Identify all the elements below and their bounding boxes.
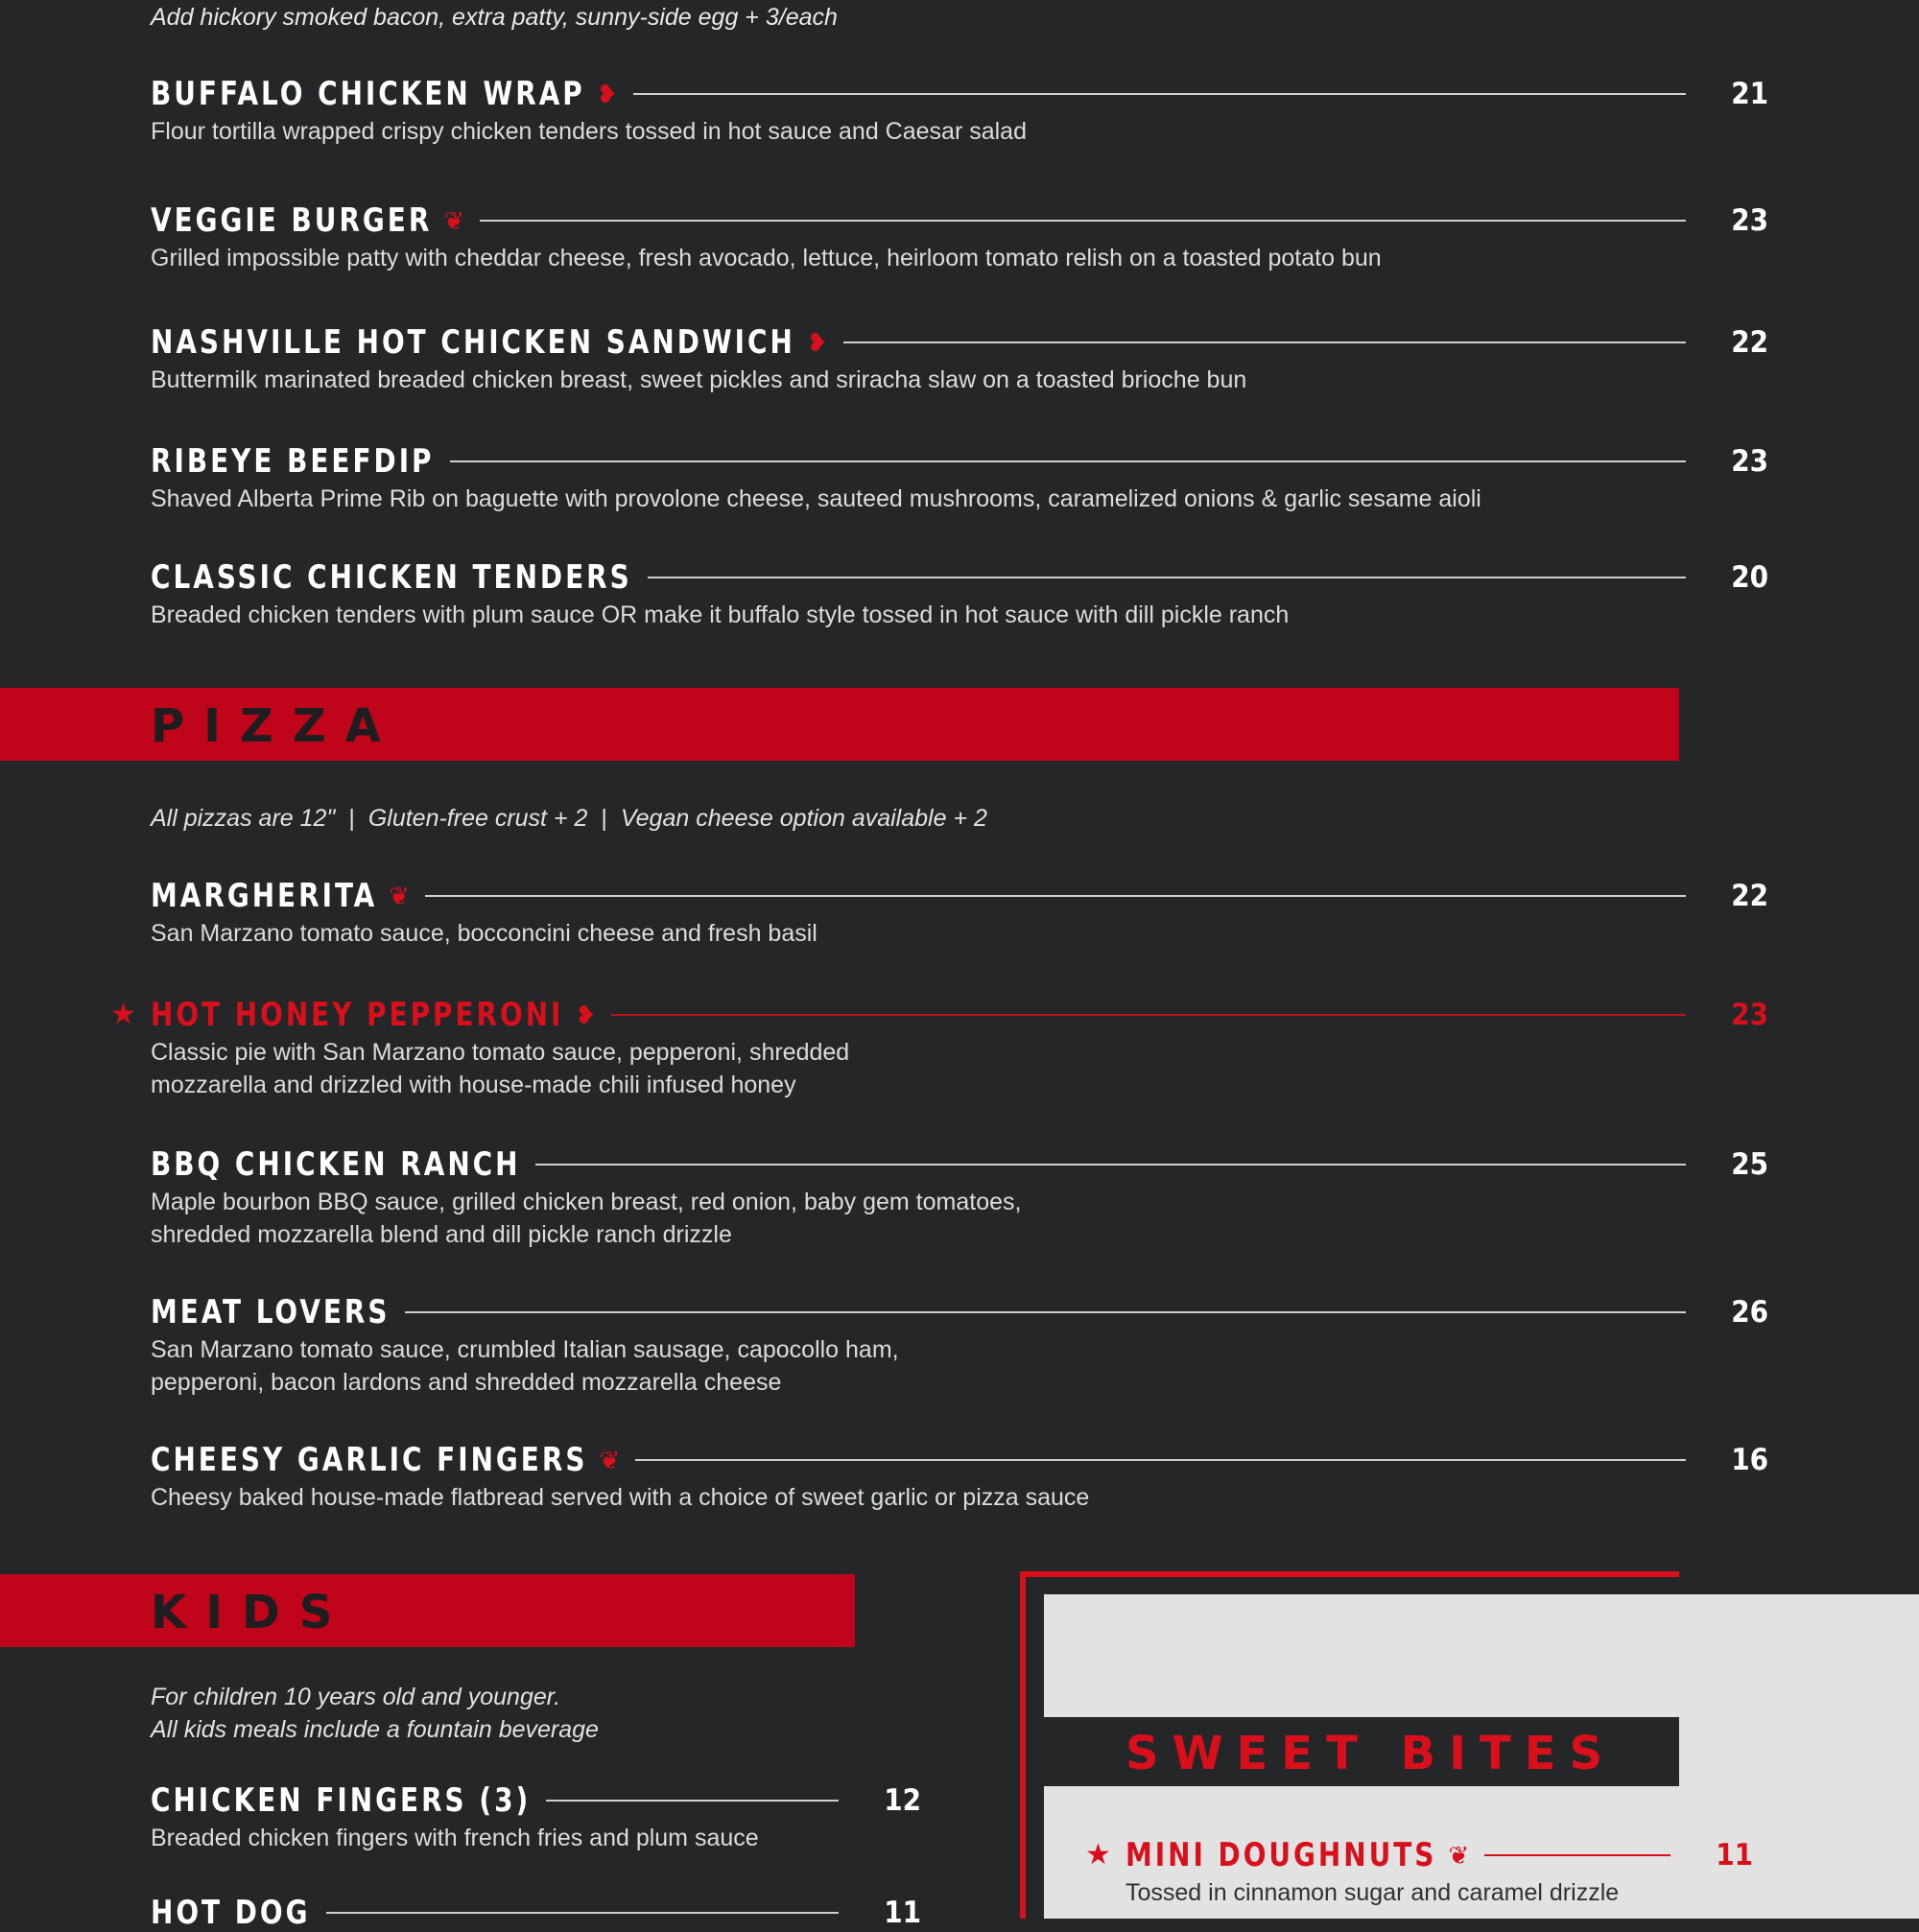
menu-item bbox=[151, 323, 1768, 396]
star-icon: ★ bbox=[110, 999, 136, 1030]
leaf-icon: ❦ bbox=[1448, 1841, 1470, 1870]
leader-line bbox=[535, 1164, 1686, 1166]
item-description: San Marzano tomato sauce, crumbled Italian sausage, capocollo ham, bbox=[151, 1336, 899, 1363]
item-price: 23 bbox=[1731, 203, 1768, 238]
star-icon: ★ bbox=[1085, 1839, 1111, 1871]
item-description: Grilled impossible patty with cheddar cheese, fresh avocado, lettuce, heirloom tomato relish on a toasted potato bun bbox=[151, 245, 1382, 271]
item-name: MARGHERITA bbox=[151, 877, 378, 915]
item-price: 11 bbox=[884, 1896, 921, 1930]
pizza-section-header bbox=[0, 688, 1679, 761]
item-description: Breaded chicken tenders with plum sauce OR make it buffalo style tossed in hot sauce with dill pickle ranch bbox=[151, 601, 1290, 628]
item-name: NASHVILLE HOT CHICKEN SANDWICH bbox=[151, 323, 795, 362]
item-name: MINI DOUGHNUTS bbox=[1125, 1836, 1437, 1874]
item-name: CLASSIC CHICKEN TENDERS bbox=[151, 558, 632, 597]
item-name: BBQ CHICKEN RANCH bbox=[151, 1145, 521, 1184]
item-description: Maple bourbon BBQ sauce, grilled chicken breast, red onion, baby gem tomatoes, bbox=[151, 1189, 1022, 1215]
menu-item bbox=[151, 201, 1768, 274]
chili-icon: ❥ bbox=[575, 1001, 597, 1029]
chili-icon: ❥ bbox=[806, 328, 828, 357]
item-price: 16 bbox=[1731, 1443, 1768, 1477]
pizza-note: Vegan cheese option available + 2 bbox=[620, 805, 987, 832]
item-name: VEGGIE BURGER bbox=[151, 201, 433, 240]
leader-line bbox=[1484, 1854, 1670, 1856]
panel-border-top bbox=[1020, 1571, 1679, 1577]
item-name: HOT DOG bbox=[151, 1894, 311, 1932]
section-title: SWEET BITES bbox=[1125, 1727, 1617, 1780]
item-name: HOT HONEY PEPPERONI bbox=[151, 996, 564, 1034]
item-description: San Marzano tomato sauce, bocconcini cheese and fresh basil bbox=[151, 920, 817, 947]
item-price: 22 bbox=[1731, 879, 1768, 913]
item-name: BUFFALO CHICKEN WRAP bbox=[151, 75, 585, 113]
item-description: Shaved Alberta Prime Rib on baguette with provolone cheese, sauteed mushrooms, caramelized onions & garlic sesame aioli bbox=[151, 485, 1481, 512]
item-description: Breaded chicken fingers with french fries and plum sauce bbox=[151, 1825, 759, 1851]
leader-line bbox=[843, 342, 1686, 343]
item-description: Tossed in cinnamon sugar and caramel drizzle bbox=[1125, 1879, 1620, 1906]
menu-item bbox=[151, 1145, 1768, 1251]
item-name: MEAT LOVERS bbox=[151, 1293, 391, 1331]
item-price: 25 bbox=[1731, 1147, 1768, 1182]
item-price: 23 bbox=[1731, 444, 1768, 479]
menu-item bbox=[151, 75, 1768, 148]
item-price: 12 bbox=[884, 1783, 921, 1818]
menu-item bbox=[151, 1894, 921, 1932]
menu-item bbox=[151, 877, 1768, 950]
leaf-icon: ❦ bbox=[599, 1446, 621, 1474]
item-description: Cheesy baked house-made flatbread served with a choice of sweet garlic or pizza sauce bbox=[151, 1484, 1090, 1511]
item-name: RIBEYE BEEFDIP bbox=[151, 442, 435, 481]
kids-section-header bbox=[0, 1574, 855, 1647]
item-description-line2: pepperoni, bacon lardons and shredded mozzarella cheese bbox=[151, 1369, 782, 1396]
leader-line bbox=[633, 93, 1686, 95]
note-separator: | bbox=[601, 805, 607, 832]
leaf-icon: ❦ bbox=[443, 206, 465, 235]
leader-line bbox=[405, 1311, 1686, 1313]
item-price: 11 bbox=[1716, 1838, 1753, 1873]
kids-note: For children 10 years old and younger. bbox=[151, 1684, 561, 1710]
leader-line bbox=[450, 460, 1687, 462]
pizza-note: All pizzas are 12" bbox=[151, 805, 336, 832]
kids-note: All kids meals include a fountain beverage bbox=[151, 1716, 599, 1743]
pizza-note: Gluten-free crust + 2 bbox=[367, 805, 588, 832]
item-name: CHEESY GARLIC FINGERS bbox=[151, 1441, 588, 1479]
item-description: Buttermilk marinated breaded chicken breast, sweet pickles and sriracha slaw on a toasted brioche bun bbox=[151, 366, 1247, 393]
item-description-line2: shredded mozzarella blend and dill pickle ranch drizzle bbox=[151, 1221, 732, 1248]
item-price: 20 bbox=[1731, 560, 1768, 595]
menu-item bbox=[151, 1441, 1768, 1514]
item-description-line2: mozzarella and drizzled with house-made chili infused honey bbox=[151, 1072, 796, 1098]
item-price: 21 bbox=[1731, 77, 1768, 111]
leader-line bbox=[648, 577, 1686, 578]
item-description: Classic pie with San Marzano tomato sauce, pepperoni, shredded bbox=[151, 1039, 850, 1066]
item-name: CHICKEN FINGERS (3) bbox=[151, 1781, 532, 1820]
leader-line bbox=[611, 1014, 1686, 1016]
leader-line bbox=[425, 895, 1686, 897]
leader-line bbox=[326, 1912, 839, 1914]
pizza-notes bbox=[151, 802, 987, 835]
note-separator: | bbox=[348, 805, 355, 832]
section-title: PIZZA bbox=[151, 699, 400, 753]
featured-menu-item bbox=[110, 996, 1768, 1101]
top-note: Add hickory smoked bacon, extra patty, sunny-side egg + 3/each bbox=[151, 4, 838, 31]
menu-item bbox=[151, 1293, 1768, 1399]
item-price: 23 bbox=[1731, 998, 1768, 1032]
chili-icon: ❥ bbox=[596, 80, 618, 108]
leader-line bbox=[635, 1459, 1686, 1461]
menu-item bbox=[151, 442, 1768, 515]
leader-line bbox=[546, 1800, 839, 1802]
item-price: 26 bbox=[1731, 1295, 1768, 1330]
leader-line bbox=[480, 220, 1686, 222]
menu-item bbox=[151, 558, 1768, 631]
item-description: Flour tortilla wrapped crispy chicken tenders tossed in hot sauce and Caesar salad bbox=[151, 118, 1027, 145]
leaf-icon: ❦ bbox=[389, 882, 410, 910]
section-title: KIDS bbox=[151, 1586, 352, 1639]
menu-item bbox=[151, 1781, 921, 1854]
item-price: 22 bbox=[1731, 325, 1768, 360]
featured-menu-item bbox=[1085, 1836, 1753, 1909]
